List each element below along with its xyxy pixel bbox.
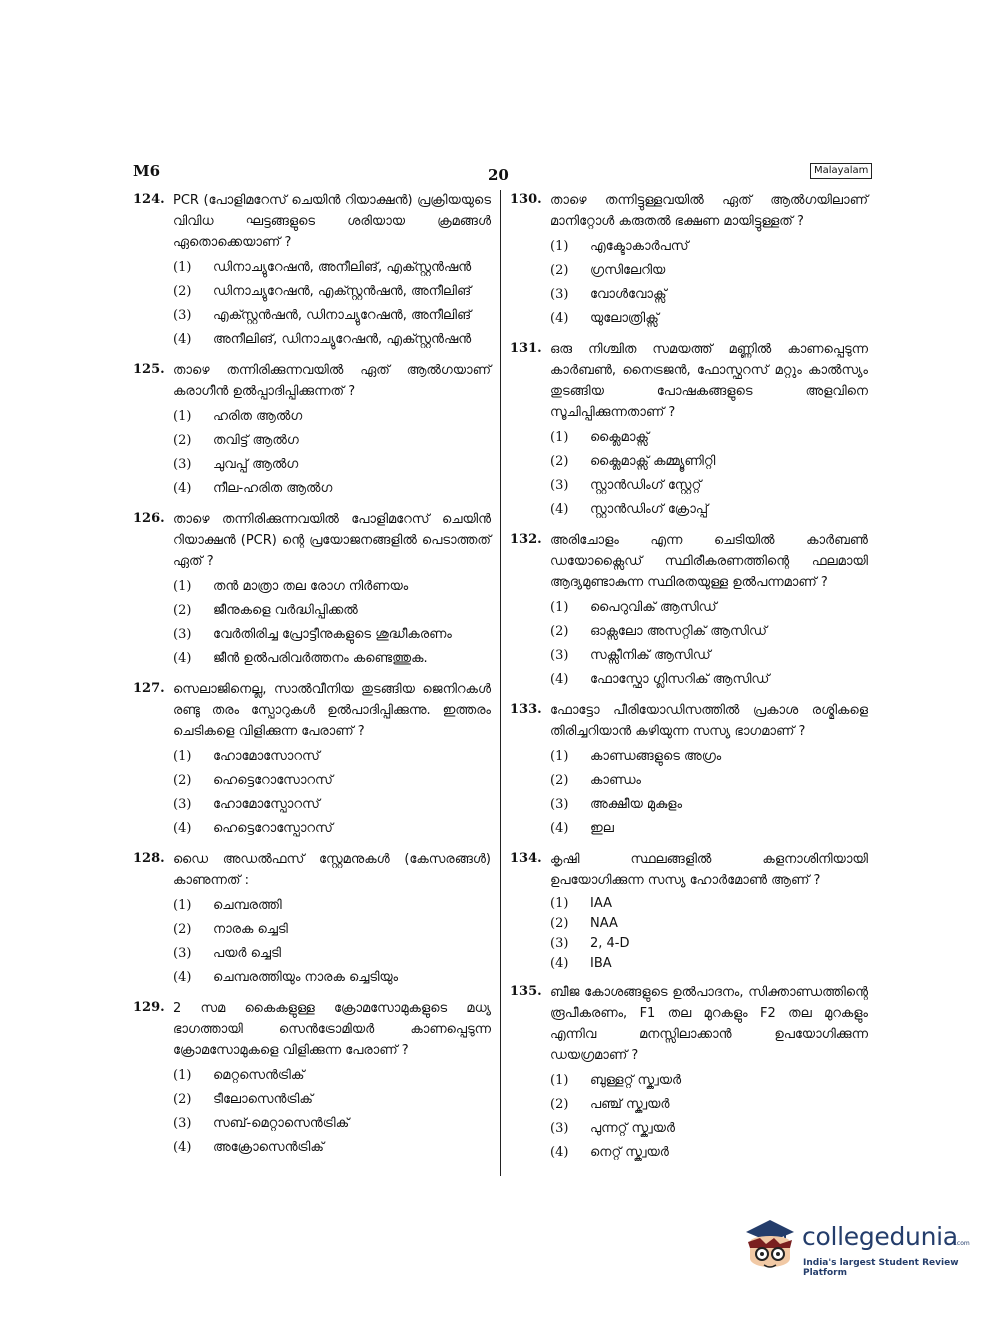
option bbox=[550, 1093, 868, 1117]
question bbox=[133, 998, 491, 1160]
option-text: അക്രോസെൻട്രിക് bbox=[213, 1140, 324, 1155]
option-text: സ്റ്റാൻഡിംഗ് സ്റ്റേറ്റ് bbox=[590, 478, 702, 493]
option-number: (1) bbox=[173, 898, 192, 913]
option-number: (1) bbox=[173, 749, 192, 764]
option-text: ഓക്സലോ അസറ്റിക് ആസിഡ് bbox=[590, 624, 767, 639]
option-text: ഹോമോസോറസ് bbox=[213, 749, 320, 764]
option bbox=[550, 307, 868, 331]
option-number: (3) bbox=[550, 1121, 569, 1136]
option bbox=[550, 793, 868, 817]
option-number: (4) bbox=[173, 332, 192, 347]
option bbox=[173, 817, 491, 841]
option bbox=[550, 498, 868, 522]
option-text: സക്സീനിക് ആസിഡ് bbox=[590, 648, 711, 663]
option bbox=[173, 1136, 491, 1160]
question-text: അരിചോളം എന്ന ചെടിയിൽ കാർബൺ ഡയോക്സൈഡ് സ്ഥിരീകരണത്തിന്റെ ഫലമായി ആദ്യമുണ്ടാകുന്ന സ്ഥിരതയുള്ള ഉൽപന്നമാണ് ? bbox=[550, 533, 868, 590]
option bbox=[173, 647, 491, 671]
question-number: 128. bbox=[133, 851, 165, 866]
option-text: സ്റ്റാൻഡിംഗ് ക്രോപ്പ് bbox=[590, 502, 709, 517]
option bbox=[173, 1088, 491, 1112]
question-number: 130. bbox=[510, 192, 542, 207]
question-number: 133. bbox=[510, 702, 542, 717]
option bbox=[550, 235, 868, 259]
option-number: (4) bbox=[550, 1145, 569, 1160]
option bbox=[173, 769, 491, 793]
option-text: നെറ്റ് സ്ക്വയർ bbox=[590, 1145, 669, 1160]
option-number: (4) bbox=[550, 311, 569, 326]
option-number: (3) bbox=[173, 308, 192, 323]
option-text: IAA bbox=[590, 896, 612, 911]
question bbox=[133, 190, 491, 352]
question-text: താഴെ തന്നിരിക്കുന്നവയിൽ പോളിമറേസ് ചെയിൻ റിയാക്ഷൻ (PCR) ന്റെ പ്രയോജനങ്ങളിൽ പെടാത്തത് ഏത് ? bbox=[173, 512, 491, 569]
option-text: ജീൻ ഉൽപരിവർത്തനം കണ്ടെത്തുക. bbox=[213, 651, 428, 666]
option-number: (2) bbox=[550, 263, 569, 278]
option bbox=[550, 954, 868, 974]
option-text: ക്ലൈമാക്സ് bbox=[590, 430, 649, 445]
option-text: നാരക ച്ചെടി bbox=[213, 922, 288, 937]
option bbox=[550, 474, 868, 498]
option-number: (1) bbox=[550, 600, 569, 615]
question-number: 134. bbox=[510, 851, 542, 866]
options-list bbox=[550, 745, 868, 841]
option-text: ഹോമോസ്പോറസ് bbox=[213, 797, 320, 812]
option-text: അക്ഷീയ മുകുളം bbox=[590, 797, 683, 812]
option bbox=[173, 918, 491, 942]
option-number: (3) bbox=[173, 797, 192, 812]
option-number: (2) bbox=[550, 454, 569, 469]
option-text: ഫോസ്ഫോ ഗ്ലിസറിക് ആസിഡ് bbox=[590, 672, 770, 687]
options-list bbox=[173, 405, 491, 501]
question-text: സെലാജിനെല്ല, സാൽവീനിയ തുടങ്ങിയ ജെനിറകൾ രണ്ടു തരം സ്പോറുകൾ ഉൽപാദിപ്പിക്കുന്നു. ഇത്തരം ചെടികളെ വിളിക്കുന്ന പേരാണ് ? bbox=[173, 682, 491, 739]
option bbox=[173, 575, 491, 599]
option-text: പയർ ച്ചെടി bbox=[213, 946, 281, 961]
options-list bbox=[550, 426, 868, 522]
option-text: ഹെട്ടെറോസോറസ് bbox=[213, 773, 333, 788]
option-number: (2) bbox=[550, 624, 569, 639]
options-list bbox=[173, 256, 491, 352]
option-number: (2) bbox=[173, 284, 192, 299]
question-text: താഴെ തന്നിരിക്കുന്നവയിൽ ഏത് ആൽഗയാണ് കരാഗീൻ ഉൽപ്പാദിപ്പിക്കുന്നത് ? bbox=[173, 363, 491, 399]
option-number: (4) bbox=[173, 821, 192, 836]
option-text: ഹെട്ടെറോസ്പോറസ് bbox=[213, 821, 333, 836]
option-text: ഇല bbox=[590, 821, 614, 836]
question-text: 2 സമ കൈകളുള്ള ക്രോമസോമുകളുടെ മധ്യ ഭാഗത്തായി സെൻട്രോമിയർ കാണപ്പെടുന്ന ക്രോമസോമുകളെ വിളിക്കുന്ന പേരാണ് ? bbox=[173, 1001, 491, 1058]
option-text: ടീലോസെൻട്രിക് bbox=[213, 1092, 313, 1107]
option-text: തൻ മാത്രാ തല രോഗ നിർണയം bbox=[213, 579, 409, 594]
option-number: (4) bbox=[173, 1140, 192, 1155]
option bbox=[550, 894, 868, 914]
option-text: അനീലിങ്, ഡിനാച്യുറേഷൻ, എക്സ്റ്റൻഷൻ bbox=[213, 332, 472, 347]
option-text: ചെമ്പരത്തി bbox=[213, 898, 282, 913]
option-number: (2) bbox=[550, 1097, 569, 1112]
option bbox=[173, 599, 491, 623]
logo-suffix: .com bbox=[955, 1240, 970, 1247]
option-text: കാണ്ഡം bbox=[590, 773, 641, 788]
option-text: യുലോത്രിക്സ് bbox=[590, 311, 659, 326]
option-number: (4) bbox=[550, 956, 569, 971]
header-code: M6 bbox=[133, 162, 161, 180]
option-text: ഹരിത ആൽഗ bbox=[213, 409, 303, 424]
option-number: (3) bbox=[173, 946, 192, 961]
option bbox=[550, 934, 868, 954]
option bbox=[173, 623, 491, 647]
option-number: (2) bbox=[173, 433, 192, 448]
option-text: ഡിനാച്യുറേഷൻ, അനീലിങ്, എക്സ്റ്റൻഷൻ bbox=[213, 260, 472, 275]
options-list bbox=[550, 596, 868, 692]
options-list bbox=[550, 1069, 868, 1165]
option-number: (1) bbox=[550, 896, 569, 911]
right-column bbox=[510, 190, 868, 1173]
option bbox=[173, 745, 491, 769]
option bbox=[550, 1117, 868, 1141]
option-number: (1) bbox=[173, 260, 192, 275]
options-list bbox=[550, 894, 868, 974]
question-number: 125. bbox=[133, 362, 165, 377]
option-text: പുന്നറ്റ് സ്ക്വയർ bbox=[590, 1121, 676, 1136]
question-number: 127. bbox=[133, 681, 165, 696]
question bbox=[510, 849, 868, 974]
option-text: ജീനുകളെ വർദ്ധിപ്പിക്കൽ bbox=[213, 603, 358, 618]
options-list bbox=[173, 745, 491, 841]
option bbox=[550, 283, 868, 307]
question-number: 129. bbox=[133, 1000, 165, 1015]
option bbox=[550, 745, 868, 769]
question bbox=[133, 849, 491, 990]
option-number: (4) bbox=[173, 651, 192, 666]
option-number: (1) bbox=[550, 1073, 569, 1088]
options-list bbox=[173, 894, 491, 990]
option bbox=[173, 328, 491, 352]
option-number: (3) bbox=[550, 648, 569, 663]
question bbox=[510, 190, 868, 331]
option bbox=[173, 477, 491, 501]
question-text: കൃഷി സ്ഥലങ്ങളിൽ കളനാശിനിയായി ഉപയോഗിക്കുന്ന സസ്യ ഹോർമോൺ ആണ് ? bbox=[550, 852, 868, 888]
option-text: വേർതിരിച്ച പ്രോട്ടീനുകളുടെ ശുദ്ധീകരണം bbox=[213, 627, 452, 642]
column-divider bbox=[500, 190, 501, 1176]
option-number: (1) bbox=[550, 749, 569, 764]
option-text: പഞ്ച് സ്ക്വയർ bbox=[590, 1097, 670, 1112]
question-number: 132. bbox=[510, 532, 542, 547]
question-number: 126. bbox=[133, 511, 165, 526]
option-text: തവിട്ട് ആൽഗ bbox=[213, 433, 299, 448]
question bbox=[133, 509, 491, 671]
option bbox=[173, 793, 491, 817]
option-text: ബുള്ളറ്റ് സ്ക്വയർ bbox=[590, 1073, 682, 1088]
option-number: (1) bbox=[173, 1068, 192, 1083]
option-text: മെറ്റസെൻട്രിക് bbox=[213, 1068, 305, 1083]
option-number: (4) bbox=[550, 821, 569, 836]
option-number: (4) bbox=[173, 970, 192, 985]
option-number: (3) bbox=[173, 457, 192, 472]
option bbox=[173, 405, 491, 429]
left-column bbox=[133, 190, 491, 1168]
option bbox=[550, 817, 868, 841]
option-text: NAA bbox=[590, 916, 618, 931]
option bbox=[550, 620, 868, 644]
option bbox=[173, 894, 491, 918]
option bbox=[550, 1141, 868, 1165]
option-number: (3) bbox=[173, 627, 192, 642]
options-list bbox=[173, 1064, 491, 1160]
page-number: 20 bbox=[488, 166, 509, 184]
option-number: (1) bbox=[173, 579, 192, 594]
options-list bbox=[173, 575, 491, 671]
question bbox=[133, 360, 491, 501]
option bbox=[550, 450, 868, 474]
question-text: PCR (പോളിമറേസ് ചെയിൻ റിയാക്ഷൻ) പ്രക്രിയയുടെ വിവിധ ഘട്ടങ്ങളുടെ ശരിയായ ക്രമങ്ങൾ ഏതൊക്കെയാണ് ? bbox=[173, 193, 491, 250]
collegedunia-logo bbox=[740, 1212, 970, 1282]
option bbox=[173, 1112, 491, 1136]
option-number: (4) bbox=[550, 672, 569, 687]
option bbox=[550, 914, 868, 934]
option-text: 2, 4-D bbox=[590, 936, 630, 951]
option bbox=[173, 304, 491, 328]
option-text: കാണ്ഡങ്ങളുടെ അഗ്രം bbox=[590, 749, 722, 764]
option-number: (2) bbox=[550, 916, 569, 931]
option-text: ഗ്രസിലേറിയ bbox=[590, 263, 666, 278]
option-number: (4) bbox=[550, 502, 569, 517]
option-text: എക്സ്റ്റൻഷൻ, ഡിനാച്യുറേഷൻ, അനീലിങ് bbox=[213, 308, 472, 323]
option-number: (4) bbox=[173, 481, 192, 496]
question-text: ഡൈ അഡൽഫസ് സ്റ്റേമനുകൾ (കേസരങ്ങൾ) കാണുന്നത് : bbox=[173, 852, 491, 888]
options-list bbox=[550, 235, 868, 331]
option-number: (2) bbox=[173, 603, 192, 618]
mascot-icon bbox=[740, 1212, 800, 1280]
option-text: ചെമ്പരത്തിയും നാരക ച്ചെടിയും bbox=[213, 970, 399, 985]
option-number: (3) bbox=[550, 287, 569, 302]
option-text: എക്ടോകാർപസ് bbox=[590, 239, 689, 254]
option bbox=[550, 1069, 868, 1093]
option-text: നീല-ഹരിത ആൽഗ bbox=[213, 481, 333, 496]
option bbox=[173, 453, 491, 477]
option bbox=[173, 1064, 491, 1088]
option bbox=[550, 668, 868, 692]
question bbox=[510, 339, 868, 522]
option-text: ചുവപ്പ് ആൽഗ bbox=[213, 457, 299, 472]
question bbox=[510, 530, 868, 692]
option-number: (1) bbox=[550, 430, 569, 445]
option bbox=[550, 259, 868, 283]
option bbox=[550, 644, 868, 668]
option-number: (3) bbox=[550, 797, 569, 812]
option-number: (2) bbox=[173, 922, 192, 937]
option-number: (2) bbox=[173, 1092, 192, 1107]
option-number: (3) bbox=[550, 478, 569, 493]
option bbox=[173, 280, 491, 304]
logo-wordmark: collegedunia bbox=[802, 1222, 958, 1251]
option-number: (3) bbox=[173, 1116, 192, 1131]
question-text: താഴെ തന്നിട്ടുള്ളവയിൽ ഏത് ആൽഗയിലാണ് മാനിറ്റോൾ കരുതൽ ഭക്ഷണ മായിട്ടുള്ളത് ? bbox=[550, 193, 868, 229]
logo-tagline: India's largest Student Review Platform bbox=[803, 1258, 959, 1278]
option-number: (3) bbox=[550, 936, 569, 951]
option bbox=[173, 942, 491, 966]
question-text: ഒരു നിശ്ചിത സമയത്ത് മണ്ണിൽ കാണപ്പെടുന്ന കാർബൺ, നൈട്രജൻ, ഫോസ്ഫറസ് മറ്റും കാൽസ്യം തുടങ്ങിയ പോഷകങ്ങളുടെ അളവിനെ സൂചിപ്പിക്കുന്നതാണ് ? bbox=[550, 342, 868, 420]
option bbox=[173, 256, 491, 280]
question bbox=[510, 700, 868, 841]
option-text: വോൾവോക്സ് bbox=[590, 287, 667, 302]
option bbox=[550, 596, 868, 620]
language-label: Malayalam bbox=[810, 163, 872, 179]
option bbox=[550, 769, 868, 793]
option bbox=[550, 426, 868, 450]
question-number: 124. bbox=[133, 192, 165, 207]
option-text: ഡിനാച്യുറേഷൻ, എക്സ്റ്റൻഷൻ, അനീലിങ് bbox=[213, 284, 472, 299]
option bbox=[173, 429, 491, 453]
question bbox=[133, 679, 491, 841]
option-text: IBA bbox=[590, 956, 612, 971]
option-number: (2) bbox=[173, 773, 192, 788]
option-text: പൈറുവിക് ആസിഡ് bbox=[590, 600, 717, 615]
option-text: ക്ലൈമാക്സ് കമ്മ്യൂണിറ്റി bbox=[590, 454, 716, 469]
option-number: (1) bbox=[550, 239, 569, 254]
option bbox=[173, 966, 491, 990]
question-number: 135. bbox=[510, 984, 542, 999]
question bbox=[510, 982, 868, 1165]
question-text: ഫോട്ടോ പീരിയോഡിസത്തിൽ പ്രകാശ രശ്മികളെ തിരിച്ചറിയാൻ കഴിയുന്ന സസ്യ ഭാഗമാണ് ? bbox=[550, 703, 868, 739]
question-number: 131. bbox=[510, 341, 542, 356]
question-text: ബീജ കോശങ്ങളുടെ ഉൽപാദനം, സിക്താണ്ഡത്തിന്റെ രൂപീകരണം, F1 തല മുറകളും F2 തല മുറകളും എന്നിവ മനസ്സിലാക്കാൻ ഉപയോഗിക്കുന്ന ഡയഗ്രമാണ് ? bbox=[550, 985, 868, 1063]
option-number: (1) bbox=[173, 409, 192, 424]
option-text: സബ്-മെറ്റാസെൻട്രിക് bbox=[213, 1116, 350, 1131]
option-number: (2) bbox=[550, 773, 569, 788]
